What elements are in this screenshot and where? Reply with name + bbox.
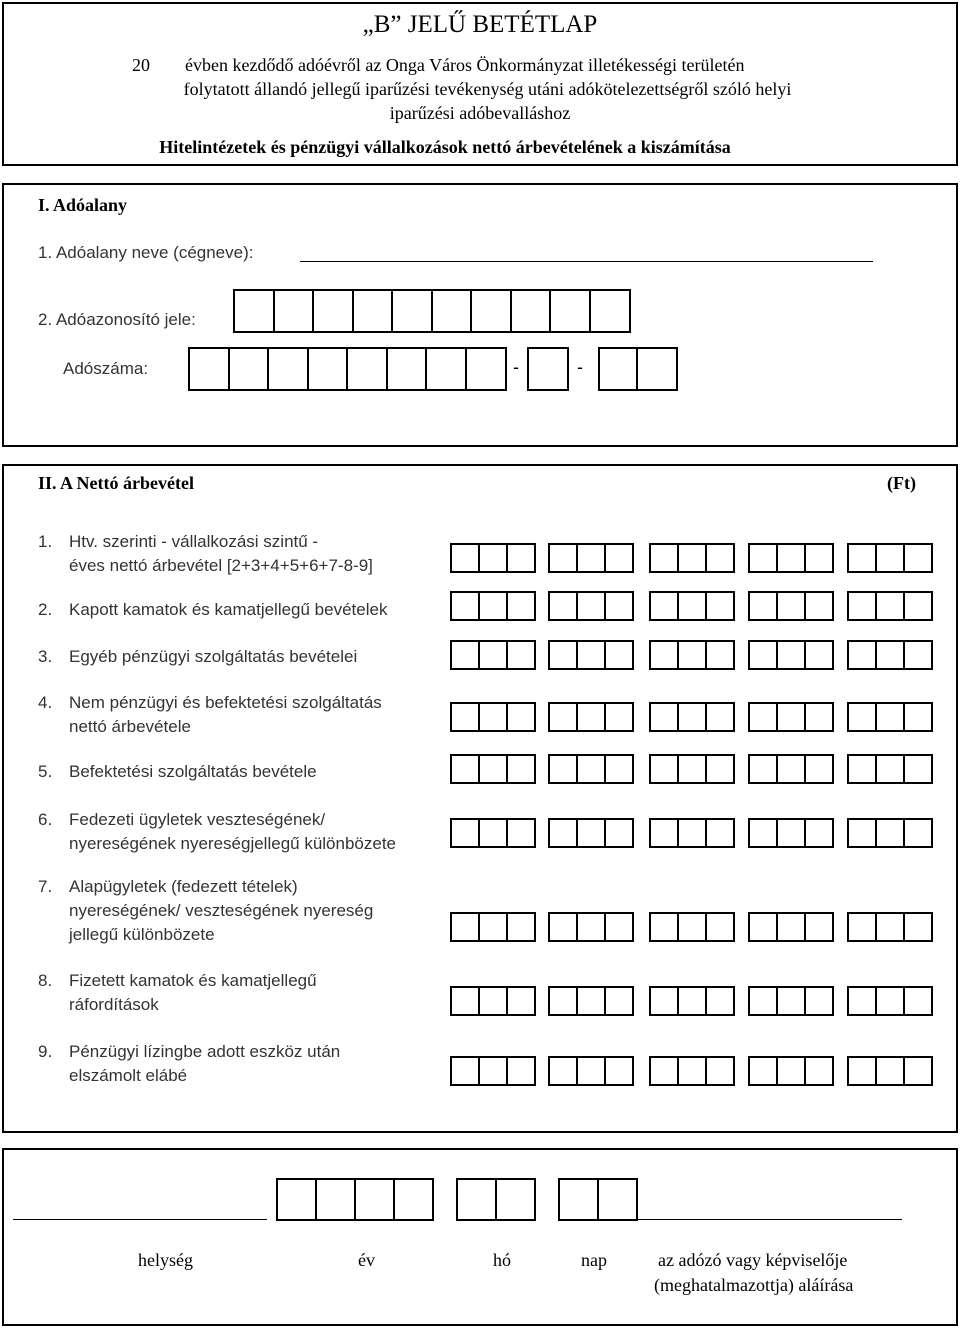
amount-digit-box[interactable] <box>677 754 707 784</box>
amount-digit-box[interactable] <box>776 591 806 621</box>
amount-digit-box[interactable] <box>649 591 679 621</box>
amount-digit-box[interactable] <box>776 912 806 942</box>
amount-digit-box[interactable] <box>677 591 707 621</box>
amount-digit-box[interactable] <box>576 640 606 670</box>
tax-number-digit-box[interactable] <box>636 347 678 391</box>
amount-digit-box[interactable] <box>847 754 877 784</box>
amount-digit-box[interactable] <box>705 1056 735 1086</box>
date-digit-box[interactable] <box>276 1178 317 1221</box>
amount-digit-box[interactable] <box>847 986 877 1016</box>
taxpayer-name-field[interactable] <box>300 261 873 262</box>
amount-digit-box[interactable] <box>804 912 834 942</box>
tax-number-digit-box[interactable] <box>425 347 467 391</box>
amount-digit-box[interactable] <box>548 543 578 573</box>
amount-digit-box[interactable] <box>748 912 778 942</box>
row-label: ráfordítások <box>69 995 159 1014</box>
date-digit-box[interactable] <box>456 1178 497 1221</box>
amount-digit-box[interactable] <box>548 702 578 732</box>
amount-digit-box[interactable] <box>748 754 778 784</box>
amount-digit-box[interactable] <box>506 702 536 732</box>
row-number: 9. <box>38 1042 53 1061</box>
amount-digit-box[interactable] <box>677 818 707 848</box>
row-label: Fedezeti ügyletek veszteségének/ <box>69 810 326 829</box>
amount-digit-box[interactable] <box>604 702 634 732</box>
amount-digit-box[interactable] <box>576 986 606 1016</box>
date-digit-box[interactable] <box>354 1178 395 1221</box>
amount-digit-box[interactable] <box>903 818 933 848</box>
tax-id-digit-box[interactable] <box>589 289 631 333</box>
amount-digit-box[interactable] <box>903 702 933 732</box>
row-number: 7. <box>38 877 53 896</box>
amount-digit-box[interactable] <box>649 912 679 942</box>
tax-number-digit-box[interactable] <box>346 347 388 391</box>
tax-number-digit-box[interactable] <box>307 347 349 391</box>
amount-digit-box[interactable] <box>576 818 606 848</box>
amount-digit-box[interactable] <box>506 912 536 942</box>
amount-digit-box[interactable] <box>705 754 735 784</box>
tax-id-digit-box[interactable] <box>312 289 354 333</box>
amount-digit-box[interactable] <box>450 754 480 784</box>
row-label: nyereségének nyereségjellegű különbözete <box>69 834 397 853</box>
amount-digit-box[interactable] <box>450 591 480 621</box>
tax-number-dash-1: - <box>513 357 519 377</box>
amount-digit-box[interactable] <box>748 591 778 621</box>
tax-number-dash-2: - <box>577 357 583 377</box>
amount-digit-box[interactable] <box>875 1056 905 1086</box>
amount-digit-box[interactable] <box>776 543 806 573</box>
tax-number-digit-box[interactable] <box>267 347 309 391</box>
amount-digit-box[interactable] <box>804 640 834 670</box>
amount-digit-box[interactable] <box>478 591 508 621</box>
amount-digit-box[interactable] <box>604 543 634 573</box>
amount-digit-box[interactable] <box>875 986 905 1016</box>
amount-digit-box[interactable] <box>875 912 905 942</box>
amount-digit-box[interactable] <box>576 754 606 784</box>
amount-digit-box[interactable] <box>903 912 933 942</box>
amount-digit-box[interactable] <box>748 702 778 732</box>
amount-digit-box[interactable] <box>649 986 679 1016</box>
amount-digit-box[interactable] <box>677 1056 707 1086</box>
tax-number-digit-box[interactable] <box>465 347 507 391</box>
amount-digit-box[interactable] <box>548 986 578 1016</box>
amount-digit-box[interactable] <box>847 912 877 942</box>
amount-digit-box[interactable] <box>604 591 634 621</box>
amount-digit-box[interactable] <box>875 543 905 573</box>
amount-digit-box[interactable] <box>649 1056 679 1086</box>
header-line-1: évben kezdődő adóévről az Onga Város Önkormányzat illetékességi területén <box>185 55 745 75</box>
amount-digit-box[interactable] <box>450 702 480 732</box>
amount-digit-box[interactable] <box>450 1056 480 1086</box>
amount-digit-box[interactable] <box>875 754 905 784</box>
row-number: 1. <box>38 532 53 551</box>
tax-number-label: Adószáma: <box>63 359 149 378</box>
amount-digit-box[interactable] <box>705 986 735 1016</box>
tax-number-digit-box[interactable] <box>598 347 640 391</box>
form-title: „B” JELŰ BETÉTLAP <box>362 11 598 38</box>
amount-digit-box[interactable] <box>776 986 806 1016</box>
tax-id-digit-box[interactable] <box>352 289 394 333</box>
row-label: Kapott kamatok és kamatjellegű bevételek <box>69 600 388 619</box>
tax-id-digit-box[interactable] <box>391 289 433 333</box>
currency-unit: (Ft) <box>887 473 916 493</box>
amount-digit-box[interactable] <box>875 640 905 670</box>
tax-id-digit-box[interactable] <box>470 289 512 333</box>
amount-digit-box[interactable] <box>903 543 933 573</box>
year-prefix: 20 <box>132 55 150 75</box>
amount-digit-box[interactable] <box>776 818 806 848</box>
amount-digit-box[interactable] <box>705 702 735 732</box>
tax-number-digit-box[interactable] <box>527 347 569 391</box>
year-label: év <box>358 1250 375 1270</box>
row-label: éves nettó árbevétel [2+3+4+5+6+7-8-9] <box>69 556 373 575</box>
amount-digit-box[interactable] <box>478 702 508 732</box>
amount-digit-box[interactable] <box>705 912 735 942</box>
amount-digit-box[interactable] <box>649 754 679 784</box>
amount-digit-box[interactable] <box>804 1056 834 1086</box>
row-number: 8. <box>38 971 53 990</box>
row-label: Htv. szerinti - vállalkozási szintű - <box>69 532 319 551</box>
amount-digit-box[interactable] <box>875 818 905 848</box>
amount-digit-box[interactable] <box>903 640 933 670</box>
amount-digit-box[interactable] <box>548 591 578 621</box>
amount-digit-box[interactable] <box>506 1056 536 1086</box>
amount-digit-box[interactable] <box>903 591 933 621</box>
amount-digit-box[interactable] <box>548 640 578 670</box>
amount-digit-box[interactable] <box>903 754 933 784</box>
amount-digit-box[interactable] <box>875 591 905 621</box>
row-label: Fizetett kamatok és kamatjellegű <box>69 971 317 990</box>
tax-id-digit-box[interactable] <box>549 289 591 333</box>
amount-digit-box[interactable] <box>649 640 679 670</box>
place-label: helység <box>138 1250 193 1270</box>
row-label: Alapügyletek (fedezett tételek) <box>69 877 298 896</box>
row-label: Nem pénzügyi és befektetési szolgáltatás <box>69 693 382 712</box>
amount-digit-box[interactable] <box>604 1056 634 1086</box>
row-number: 5. <box>38 762 53 781</box>
signature-box <box>2 1148 958 1326</box>
amount-digit-box[interactable] <box>506 640 536 670</box>
amount-digit-box[interactable] <box>478 754 508 784</box>
signer-label-line-1: az adózó vagy képviselője <box>658 1250 848 1270</box>
amount-digit-box[interactable] <box>450 543 480 573</box>
place-line[interactable] <box>13 1219 267 1220</box>
amount-digit-box[interactable] <box>548 1056 578 1086</box>
amount-digit-box[interactable] <box>903 986 933 1016</box>
row-number: 6. <box>38 810 53 829</box>
day-label: nap <box>581 1250 607 1270</box>
row-label: jellegű különbözete <box>69 925 215 944</box>
header-line-3: iparűzési adóbevalláshoz <box>389 103 571 123</box>
row-number: 4. <box>38 693 53 712</box>
amount-digit-box[interactable] <box>847 543 877 573</box>
amount-digit-box[interactable] <box>604 912 634 942</box>
amount-digit-box[interactable] <box>506 986 536 1016</box>
tax-id-label: 2. Adóazonosító jele: <box>38 310 196 329</box>
tax-number-digit-box[interactable] <box>188 347 230 391</box>
amount-digit-box[interactable] <box>705 818 735 848</box>
amount-digit-box[interactable] <box>576 912 606 942</box>
amount-digit-box[interactable] <box>776 640 806 670</box>
amount-digit-box[interactable] <box>548 754 578 784</box>
amount-digit-box[interactable] <box>748 543 778 573</box>
amount-digit-box[interactable] <box>677 702 707 732</box>
row-label: nyereségének/ veszteségének nyereség <box>69 901 374 920</box>
amount-digit-box[interactable] <box>804 543 834 573</box>
amount-digit-box[interactable] <box>847 640 877 670</box>
amount-digit-box[interactable] <box>450 640 480 670</box>
amount-digit-box[interactable] <box>576 591 606 621</box>
date-digit-box[interactable] <box>597 1178 638 1221</box>
date-digit-box[interactable] <box>393 1178 434 1221</box>
amount-digit-box[interactable] <box>748 1056 778 1086</box>
amount-digit-box[interactable] <box>478 1056 508 1086</box>
amount-digit-box[interactable] <box>548 818 578 848</box>
amount-digit-box[interactable] <box>506 543 536 573</box>
month-label: hó <box>493 1250 511 1270</box>
date-digit-box[interactable] <box>315 1178 356 1221</box>
amount-digit-box[interactable] <box>677 986 707 1016</box>
amount-digit-box[interactable] <box>705 543 735 573</box>
amount-digit-box[interactable] <box>847 591 877 621</box>
amount-digit-box[interactable] <box>576 543 606 573</box>
amount-digit-box[interactable] <box>705 591 735 621</box>
amount-digit-box[interactable] <box>677 640 707 670</box>
amount-digit-box[interactable] <box>576 702 606 732</box>
amount-digit-box[interactable] <box>604 754 634 784</box>
form-subtitle: Hitelintézetek és pénzügyi vállalkozások nettó árbevételének a kiszámítása <box>159 137 731 157</box>
section-taxpayer-heading: I. Adóalany <box>38 195 128 215</box>
tax-id-digit-box[interactable] <box>273 289 315 333</box>
amount-digit-box[interactable] <box>450 986 480 1016</box>
amount-digit-box[interactable] <box>506 591 536 621</box>
amount-digit-box[interactable] <box>450 818 480 848</box>
date-digit-box[interactable] <box>495 1178 536 1221</box>
amount-digit-box[interactable] <box>677 912 707 942</box>
amount-digit-box[interactable] <box>604 818 634 848</box>
amount-digit-box[interactable] <box>847 818 877 848</box>
row-number: 2. <box>38 600 53 619</box>
amount-digit-box[interactable] <box>847 702 877 732</box>
row-label: Befektetési szolgáltatás bevétele <box>69 762 317 781</box>
row-label: Pénzügyi lízingbe adott eszköz után <box>69 1042 341 1061</box>
amount-digit-box[interactable] <box>478 640 508 670</box>
tax-number-digit-box[interactable] <box>386 347 428 391</box>
amount-digit-box[interactable] <box>478 912 508 942</box>
header-line-2: folytatott állandó jellegű iparűzési tevékenység utáni adókötelezettségről szóló helyi <box>183 79 792 99</box>
row-number: 3. <box>38 647 53 666</box>
amount-digit-box[interactable] <box>875 702 905 732</box>
amount-digit-box[interactable] <box>776 1056 806 1086</box>
row-label: elszámolt elábé <box>69 1066 188 1085</box>
date-digit-box[interactable] <box>558 1178 599 1221</box>
signature-line[interactable] <box>638 1219 902 1220</box>
amount-digit-box[interactable] <box>478 986 508 1016</box>
amount-digit-box[interactable] <box>506 818 536 848</box>
amount-digit-box[interactable] <box>804 986 834 1016</box>
amount-digit-box[interactable] <box>748 640 778 670</box>
amount-digit-box[interactable] <box>705 640 735 670</box>
amount-digit-box[interactable] <box>604 640 634 670</box>
amount-digit-box[interactable] <box>804 818 834 848</box>
amount-digit-box[interactable] <box>804 702 834 732</box>
amount-digit-box[interactable] <box>604 986 634 1016</box>
tax-id-digit-box[interactable] <box>431 289 473 333</box>
amount-digit-box[interactable] <box>903 1056 933 1086</box>
amount-digit-box[interactable] <box>548 912 578 942</box>
amount-digit-box[interactable] <box>478 543 508 573</box>
amount-digit-box[interactable] <box>478 818 508 848</box>
amount-digit-box[interactable] <box>649 818 679 848</box>
amount-digit-box[interactable] <box>748 818 778 848</box>
tax-id-digit-box[interactable] <box>510 289 552 333</box>
amount-digit-box[interactable] <box>450 912 480 942</box>
amount-digit-box[interactable] <box>506 754 536 784</box>
amount-digit-box[interactable] <box>748 986 778 1016</box>
row-label: nettó árbevétele <box>69 717 191 736</box>
signer-label-line-2: (meghatalmazottja) aláírása <box>654 1275 854 1295</box>
amount-digit-box[interactable] <box>776 754 806 784</box>
tax-id-digit-box[interactable] <box>233 289 275 333</box>
amount-digit-box[interactable] <box>847 1056 877 1086</box>
amount-digit-box[interactable] <box>649 702 679 732</box>
row-label: Egyéb pénzügyi szolgáltatás bevételei <box>69 647 358 666</box>
tax-number-digit-box[interactable] <box>228 347 270 391</box>
amount-digit-box[interactable] <box>677 543 707 573</box>
amount-digit-box[interactable] <box>576 1056 606 1086</box>
amount-digit-box[interactable] <box>804 591 834 621</box>
taxpayer-name-label: 1. Adóalany neve (cégneve): <box>38 243 254 262</box>
amount-digit-box[interactable] <box>776 702 806 732</box>
amount-digit-box[interactable] <box>804 754 834 784</box>
amount-digit-box[interactable] <box>649 543 679 573</box>
section-net-revenue-heading: II. A Nettó árbevétel <box>38 473 194 493</box>
